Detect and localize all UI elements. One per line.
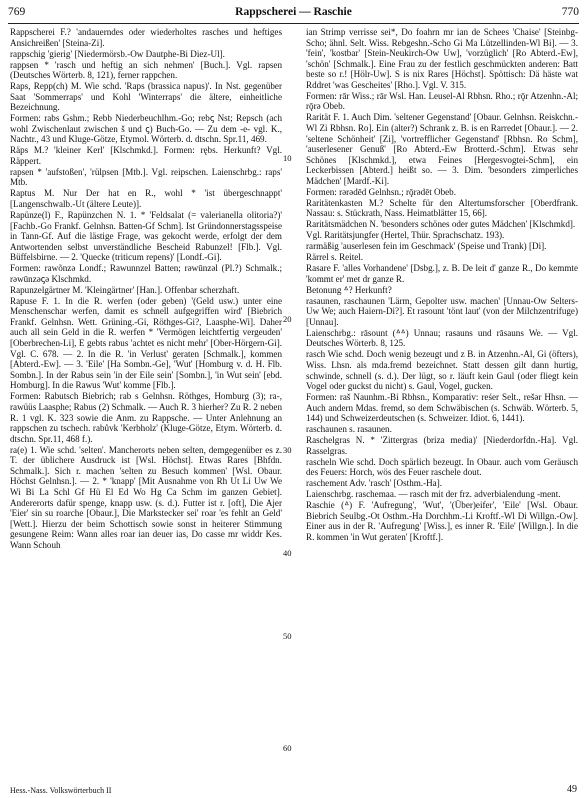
page-number-left: 769 [8, 6, 26, 18]
dictionary-entry: Rapunzelgärtner M. 'Kleingärtner' [Han.]. Offenbar scherzhaft. [10, 284, 240, 295]
dictionary-entry: ian Strimp verrisse sei*, Do foahrn mr ian de Schees 'Chaise' [Steinbg-Scho; ähnl. Selt. Wiss. Rebgeshn.-Scho Gi Ma Lützellinden-Wl Bi]. — 3. 'fein', 'kostbar' [Stein-Neukirch-Ow Uw], 'vorzüglich' [Ro Abterd.-Ew], 'schön' [Schmalk.]. Eine Frau zu der festlich geschmückten anderen: Batt beste so r.! [Hölr-Uw]. S is nix Rares [Höchst]. Spöttisch: Dä häste wat Rddret 'was Gescheites' [Rho.]. Vgl. V. 315. [306, 27, 578, 90]
footer-publication: Hess.-Nass. Volkswörterbuch II [10, 786, 112, 795]
page-footer [10, 783, 577, 795]
right-column [306, 27, 578, 543]
dictionary-entry: Raritätsmädchen N. 'besonders schönes oder gutes Mädchen' [Klschmkd]. [306, 219, 576, 230]
dictionary-entry: Raschelgras N. * 'Zittergras (briza media)' [Niederdorfdn.-Ha]. Vgl. Rasselgras. [306, 435, 578, 456]
dictionary-entry: Formen: Rabutsch Biebrich; rab s Gelnhsn. Röthges, Homburg (3); ra-, rawüüs Laasphe; Rabus (2) Schmalk. — Auch R. 3 hierher? Zu R. 2 neben R. 1 vgl. K. 323 sowie die Anm. zu Rappsche. — Unter Anlehnung an rappschen zu tschech. rabůvk 'Kerbholz' (Kluge-Götze, Etym. Wörterb. d. dtschn. Spr.11, 468 f.). [10, 391, 282, 444]
dictionary-entry: rappsen * 'rasch und heftig an sich nehmen' [Buch.]. Vgl. rapsen (Deutsches Wörterb. 8, 121), ferner rappchen. [10, 59, 282, 81]
dictionary-entry: Raschie (ᐞ) F. 'Aufregung', 'Wut', '(Über)eifer', 'Eile' [Wsl. Obaur. Biebrich Seulbg.-Ot Osthm.-Ha Dorchhm.-Li Kroftf.-Wl Di Willgn.-Ow]. Einer aus in der R. 'Aufregung' [Wiss.], es inner R. 'Eile' [Willgn.]. In die R. kommen 'in Wut geraten' [Kroftf.]. [306, 500, 578, 542]
dictionary-entry: Formen: rərədēd Gelnhsn.; rǭrədēt Obeb. [306, 186, 456, 197]
dictionary-entry: Vgl. Raritätsjungfer (Hertel, Thür. Sprachschatz. 193). [306, 230, 505, 241]
dictionary-entry: Raps, Repp(ch) M. Wie schd. 'Raps (brassica napus)'. In Nst. gegenüber Saat 'Sommerraps' und Kohl 'Winterraps' die ältere, einheitliche Bezeichnung. [10, 81, 282, 113]
dictionary-entry: Raptus M. Nur Der hat en R., wohl * 'ist übergeschnappt' [Langenschwalb.-Ut (ältere Leute)]. [10, 188, 282, 209]
dictionary-entry: Laienschrbg.: rāsount (ᐞᐞ) Unnau; rasauns und rāsauns We. — Vgl. Deutsches Wörterb. 8, 125. [306, 327, 578, 349]
page-number-right: 770 [561, 6, 579, 18]
line-number: 50 [283, 631, 292, 641]
dictionary-entry: rasaunen, raschaunen 'Lärm, Gepolter usw. machen' [Unnau-Ow Selters-Uw We; auch Haiern-Di?]. Et rasount 'tönt laut' (von der Milchzentrifuge) [Unnau]. [306, 295, 578, 327]
dictionary-entry: Formen: rawõnzə Londf.; Rawunnzel Batten; rəwūnzəl (Pl.?) Schmalk.; rəwūnzəꞔə Klschmkd. [10, 263, 282, 284]
footer-sheet-number: 49 [567, 784, 577, 795]
dictionary-entry: Rarität F. 1. Auch Dim. 'seltener Gegenstand' [Obaur. Gelnhsn. Reiskchn.-Wl Zi Rbhsn. Ro]. Ein (alter?) Schrank z. B. is en Rarredet [Obaur.]. — 2. 'seltene Schönheit' [Zi], 'vortrefflicher Gegenstand' [Rbhsn. Ro Schm], 'auserlesener Genuß' [Ro Abterd.-Ew Brotterd.-Schm]. Etwas sehr Schönes [Klschmkd.], etwa Feines [Hergesvogtei-Schm], ein Leckerbissen [Abterd.] heißt so. — 3. Dim. 'besonders zimperliches Mädchen' [Mardf.-Ki]. [306, 112, 578, 186]
line-number: 20 [283, 314, 292, 324]
left-column [10, 27, 282, 551]
dictionary-entry: rappschig 'gierig' [Niedermörsb.-Ow Dautphe-Bi Diez-Ul]. [10, 48, 225, 59]
line-number: 40 [283, 548, 292, 558]
dictionary-entry: Formen: rār Wiss.; rār Wsl. Han. Leusel-Al Rbhsn. Rho.; rǭr Atzenhn.-Al; rǭrə Obeb. [306, 90, 578, 112]
dictionary-entry: raschaunen s. rasaunen. [306, 424, 392, 435]
dictionary-entry: rarmäßig 'auserlesen fein im Geschmack' (Speise und Trank) [Di]. [306, 241, 547, 252]
dictionary-entry: Rasare F. 'alles Vorhandene' [Dsbg.], z. B. De leit d' ganze R., Do kemmte 'kommt er' met dr ganze R. [306, 263, 578, 284]
dictionary-entry: Laienschrbg. raschemaa. — rasch mit der frz. adverbialendung -ment. [306, 489, 561, 500]
header-title: Rappscherei — Raschie [235, 6, 352, 18]
line-number: 10 [283, 153, 292, 163]
dictionary-entry: Rapünze(l) F., Rapünzchen N. 1. * 'Feldsalat (= valerianella olitoria?)' [Fachb.-Go Frankf. Gelnhsn. Batten-Gf Schm]. Ist Gründonnerstagsspeise in Tann-Gf. Auf die lästige Frage, was gekocht werde, erfolgt der dem Antwortenden selbst unverständliche Bescheid Rabunzel! [Flb.]. Vgl. Büffelsbirne. — 2. 'Quecke (triticum repens)' [Londf.-Gi]. [10, 209, 282, 263]
dictionary-entry: Raritätenkasten M.? Schelte für den Altertumsforscher [Oberdfrank. Nassau: s. Stückrath, Nass. Heimatblätter 15, 66]. [306, 197, 578, 219]
dictionary-entry: Formen: raš Naunhm.-Bi Rbhsn., Komparativ: reśer Selt., rešər Hhsn. — Auch andern Mdas. fremd, so dem Schwäbischen (s. Schwäb. Wörterb. 5, 144) und Schweizerdeutschen (s. Schweizer. Idiot. 6, 1441). [306, 392, 578, 424]
dictionary-entry: ra(e) 1. Wie schd. 'selten'. Mancherorts neben selten, demgegenüber es z. T. der üblichere Ausdruck ist [Wsl. Höchst]. Etwas Rares [Bhfdn. Schmalk.]. Sich r. machen 'selten zu Besuch kommen' [Wsl. Obaur. Höchst Gelnhsn.]. — 2. * 'knapp' [Mit Ausnahme von Rh Ut Li Uw We Wi Bi La Schl Gf Hü El Ed Wo Hg Ca Schm im ganzen Gebiet]. Andererorts dafür spenge, knapp usw. (s. d.). Futter ist r. [oft], Die Ajer 'Eier' sin su roarche [Obaur.], Die Markstecker sei' roar 'es fehlt an Geld' [Wett.]. Hierzu der beim Schottisch sowie sonst in heiterer Stimmung gesungene Reim: Wann alles roar ian deuer ias, Do casse mr widdr Kes. Wann Schouh [10, 444, 282, 550]
line-number: 60 [283, 743, 292, 753]
dictionary-entry: rasch Wie schd. Doch wenig bezeugt und z B. in Atzenhn.-Al, Gi (öfters), Wiss. Lhsn. als mda.fremd bezeichnet. Statt dessen gilt dann hurtig, schwinde, schnell (s. d.). Der lügt, so r. läuft kein Gaul (oder fliegt kein Vogel oder guckst du nicht) s. Gaul, Vogel, gucken. [306, 349, 578, 392]
running-header [8, 6, 579, 22]
dictionary-entry: rapsen * 'aufstoßen', 'rülpsen [Mtb.]. Vgl. reipschen. Laienschrbg.: raps' Mtb. [10, 166, 282, 188]
dictionary-entry: Rärrel s. Reitel. [306, 252, 364, 263]
dictionary-entry: Rappscherei F.? 'andauerndes oder wiederholtes rasches und heftiges Ansichreißen' [Steina-Zi]. [10, 27, 282, 48]
header-rule [8, 23, 579, 24]
dictionary-entry: Räps M.? 'kleiner Kerl' [Klschmkd.]. Formen: rębs. Herkunft? Vgl. Räppert. [10, 145, 282, 166]
dictionary-entry: Betonung ᐞ? Herkunft? [306, 284, 392, 295]
dictionary-entry: Rapuse F. 1. In die R. werfen (oder geben) '(Geld usw.) unter eine Menschenschar werfen, damit es schnell aufgegriffen wird' [Biebrich Frankf. Gelnhsn. Wett. Grüning.-Gi, Röthges-Gi?, Laasphe-Wi]. Daher auch all sein Geld in die R. werfen * 'Vermögen leichtfertig vergeuden' [Oberbrechen-Li], E gebts rabus 'achtet es nicht mehr' [Ober-Hörgern-Gi]. Vgl. C. 678. — 2. In die R. 'in Verlust' geraten [Schmalk.], kommen [Abterd.-Ew]. — 3. 'Eile' [Ha Sombn.-Ge], 'Wut' [Homburg v. d. H. Flb. Sombn.]. In der Rabus sein 'in der Eile sein' [Sombn.], 'in Wut sein' [ebd. Homburg]. In die Rawus 'Wut' komme [Flb.]. [10, 295, 282, 391]
dictionary-entry: Formen: rabs Gshm.; Rebb Niederbeuchlhm.-Go; rebꞔ Nst; Repsch (ach wohl Zwischenlaut zwischen š und ꞔ) Buch-Go. — Zu dem -e- vgl. K., Nachtr., 43 und Kluge-Götze, Etymol. Wörterb. d. dtschn. Spr.11, 469. [10, 113, 282, 145]
dictionary-entry: rascheln Wie schd. Doch spärlich bezeugt. In Obaur. auch vom Geräusch des Feuers: Horch, wös des Feuer raschele dout. [306, 456, 578, 478]
line-number: 30 [283, 445, 292, 455]
dictionary-entry: raschement Adv. 'rasch' [Osthm.-Ha]. [306, 478, 443, 489]
